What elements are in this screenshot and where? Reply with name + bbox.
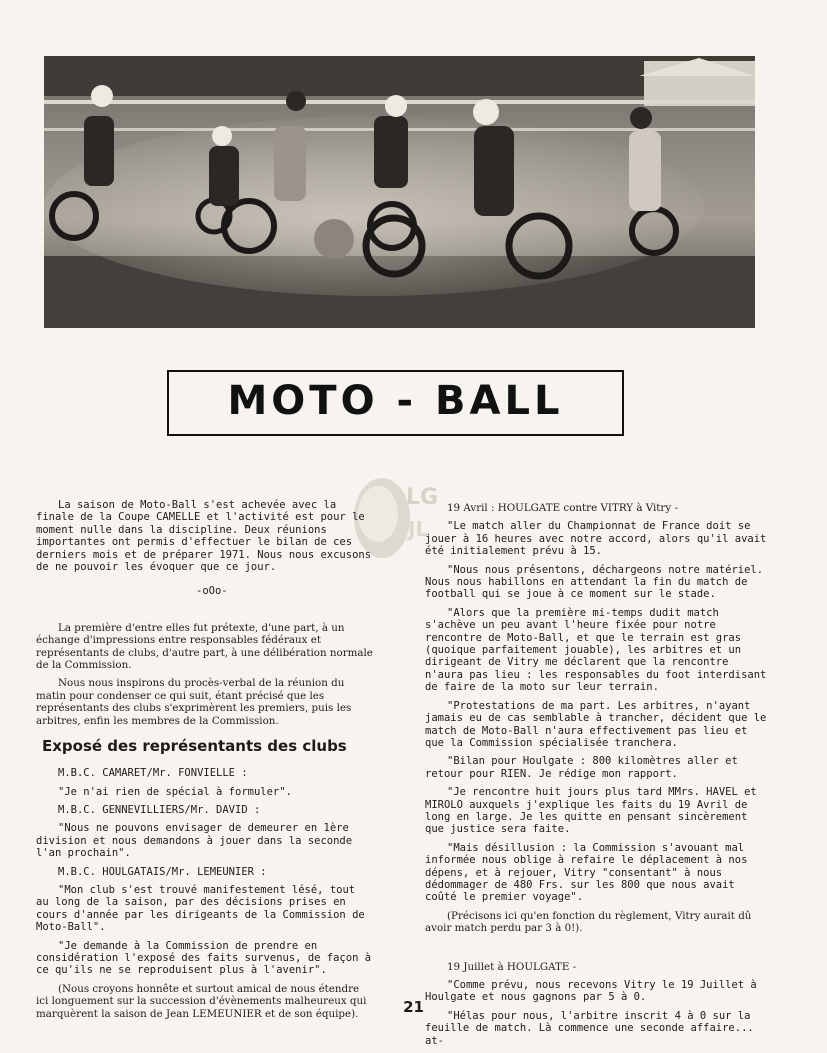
right-column: [425, 502, 770, 1053]
quote-houlgatais-2: "Je demande à la Commission de prendre en considération l'exposé des faits survenus, de façon à ce qu'ils ne se reproduisent plus à l'avenir".: [36, 939, 372, 977]
club-houlgatais: M.B.C. HOULGATAIS/Mr. LEMEUNIER :: [58, 865, 267, 878]
paragraph-1: La première d'entre elles fut prétexte, d'une part, à un échange d'impressions entre responsables fédéraux et représentants de clubs, d'autre part, à une délibération normale de la Commission.: [36, 621, 373, 672]
svg-text:LG: LG: [406, 485, 439, 510]
right-paragraph-10: "Hélas pour nous, l'arbitre inscrit 4 à 0 sur la feuille de match. Là commence une seconde affaire... at-: [425, 1009, 754, 1047]
page-title: MOTO - BALL: [227, 378, 564, 424]
svg-text:JL: JL: [408, 517, 429, 541]
motorcycle-race-photo-icon: [44, 56, 755, 328]
club-gennevilliers: M.B.C. GENNEVILLIERS/Mr. DAVID :: [58, 803, 261, 816]
quote-gennevilliers: "Nous ne pouvons envisager de demeurer en 1ère division et nous demandons à jouer dans la seconde l'an prochain".: [36, 822, 353, 860]
quote-houlgatais-1: "Mon club s'est trouvé manifestement lésé, tout au long de la saison, par des décisions prises en cours d'année par les dirigeants de la Commission de Moto-Ball".: [36, 883, 365, 934]
right-paragraph-6: "Je rencontre huit jours plus tard MMrs. HAVEL et MIROLO auxquels j'explique les faits du 19 Avril de long en large. Je les quitte en pensant sincèrement que justice sera faite.: [425, 786, 757, 836]
right-paragraph-5: "Bilan pour Houlgate : 800 kilomètres aller et retour pour RIEN. Je rédige mon rapport.: [425, 755, 738, 780]
club-camaret: M.B.C. CAMARET/Mr. FONVIELLE :: [58, 767, 248, 780]
moto-ball-photo: [44, 56, 755, 328]
separator: -oOo-: [196, 585, 228, 598]
heading-19-avril: 19 Avril : HOULGATE contre VITRY à Vitry -: [447, 502, 678, 514]
right-paragraph-2: "Nous nous présentons, déchargeons notre matériel. Nous nous habillons en attendant la fin du match de football qui se joue à ce moment sur le stade.: [425, 563, 764, 601]
quote-camaret: "Je n'ai rien de spécial à formuler".: [58, 785, 292, 798]
right-paragraph-4: "Protestations de ma part. Les arbitres, n'ayant jamais eu de cas semblable à trancher, décident que le match de Moto-Ball n'aura effectivement pas lieu et que la Commission spécialisée tranchera.: [425, 699, 767, 749]
heading-19-juillet: 19 Juillet à HOULGATE -: [447, 960, 577, 973]
paragraph-2: Nous nous inspirons du procès-verbal de la réunion du matin pour condenser ce qui suit, étant précisé que les représentants des clubs s'exprimèrent les premiers, puis les arbitres, enfin les membres de la Commission.: [36, 677, 352, 727]
right-paragraph-1: "Le match aller du Championnat de France doit se jouer à 16 heures avec notre accord, alors qu'il avait été initialement prévu à 15.: [425, 520, 767, 558]
right-paragraph-7: "Mais désillusion : la Commission s'avouant mal informée nous oblige à refaire le déplacement à nos dépens, et à rejouer, Vitry "consentant" à nous dédommager de 480 Frs. sur les 800 que nous avait coûté le premier voyage".: [425, 841, 748, 904]
right-paragraph-9: "Comme prévu, nous recevons Vitry le 19 Juillet à Houlgate et nous gagnons par 5 à 0.: [425, 979, 757, 1004]
right-paragraph-3: "Alors que la première mi-temps dudit match s'achève un peu avant l'heure fixée pour notre rencontre de Moto-Ball, et que le terrain est gras (quoique parfaitement jouable), les arbitres et un dirigeant de Vitry me déclarent que la rencontre n'aura pas lieu : les responsables du foot interdisant de faire de la moto sur leur terrain.: [425, 606, 767, 694]
title-box: [167, 370, 624, 436]
intro-paragraph: La saison de Moto-Ball s'est achevée avec la finale de la Coupe CAMELLE et l'activité est pour le moment nulle dans la discipline. Deux réunions importantes ont permis d'effectuer le bilan de ces derniers mois et de préparer 1971. Nous nous excusons de ne pouvoir les évoquer que ce jour.: [36, 499, 372, 574]
editor-note: (Nous croyons honnête et surtout amical de nous étendre ici longuement sur la succession d'évènements malheureux qui marquèrent la saison de Jean LEMEUNIER et de son équipe).: [36, 982, 367, 1020]
right-note: (Précisons ici qu'en fonction du règlement, Vitry aurait dû avoir match perdu par 3 à 0!).: [425, 909, 752, 935]
left-column: [36, 499, 373, 1026]
page-number: 21: [403, 998, 424, 1016]
section-heading: Exposé des représentants des clubs: [42, 737, 347, 756]
